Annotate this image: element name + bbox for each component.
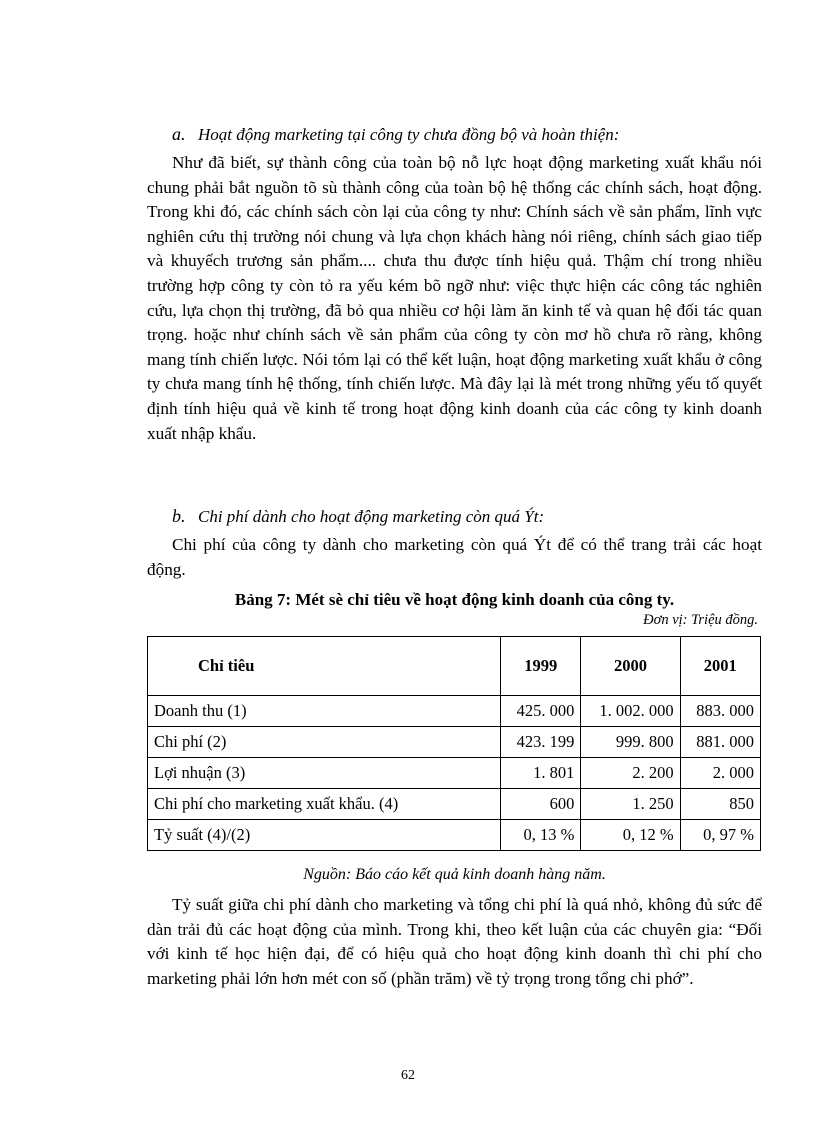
cell-2000: 999. 800 — [581, 727, 680, 758]
table-row — [148, 727, 761, 758]
table-caption: Bảng 7: Mét sè chỉ tiêu về hoạt động kinh doanh của công ty. — [234, 590, 675, 609]
section-b-paragraph: Chi phí của công ty dành cho marketing còn quá Ýt để có thể trang trải các hoạt động. — [147, 535, 762, 579]
business-indicators-table — [147, 636, 761, 851]
row-label: Chi phí cho marketing xuất khẩu. (4) — [148, 789, 501, 820]
section-a-label: a. — [172, 124, 186, 144]
cell-2001: 881. 000 — [680, 727, 760, 758]
section-b-label: b. — [172, 506, 186, 526]
cell-1999: 0, 13 % — [501, 820, 581, 851]
cell-2000: 1. 002. 000 — [581, 696, 680, 727]
table-source: Nguồn: Báo cáo kết quả kinh doanh hàng năm. — [303, 866, 606, 883]
cell-2001: 883. 000 — [680, 696, 760, 727]
header-2001: 2001 — [680, 637, 760, 696]
cell-2000: 1. 250 — [581, 789, 680, 820]
header-1999: 1999 — [501, 637, 581, 696]
cell-2001: 850 — [680, 789, 760, 820]
cell-2001: 2. 000 — [680, 758, 760, 789]
section-b-title: Chi phí dành cho hoạt động marketing còn quá Ýt: — [198, 507, 545, 526]
table-row — [148, 820, 761, 851]
row-label: Chi phí (2) — [148, 727, 501, 758]
row-label: Doanh thu (1) — [148, 696, 501, 727]
cell-2000: 0, 12 % — [581, 820, 680, 851]
section-a-paragraph: Như đã biết, sự thành công của toàn bộ nỗ lực hoạt động marketing xuất khẩu nói chung phải bắt nguồn tõ sù thành công của toàn bộ hệ thống các chính sách, hoạt động. Trong khi đó, các chính sách còn lại của công ty như: Chính sách về sản phẩm, lĩnh vực nghiên cứu thị trường nói chung và lựa chọn khách hàng nói riêng, chính sách giao tiếp và khuyếch trương sản phẩm.... chưa thu được tính hiệu quả. Thậm chí trong nhiều trường hợp công ty còn tỏ ra yếu kém bõ ngỡ như: việc thực hiện các công tác nghiên cứu, lựa chọn thị trường, đã bỏ qua nhiều cơ hội làm ăn kinh tế và quan hệ đối tác quan trọng. hoặc như chính sách về sản phẩm của công ty còn mơ hồ chưa rõ ràng, không mang tính chiến lược. Nói tóm lại có thể kết luận, hoạt động marketing xuất khẩu ở công ty chưa mang tính hệ thống, tính chiến lược. Mà đây lại là mét trong những yếu tố quyết định tính hiệu quả về kinh tế trong hoạt động kinh doanh của các công ty kinh doanh xuất nhập khẩu. — [147, 153, 762, 443]
cell-1999: 423. 199 — [501, 727, 581, 758]
section-a-title: Hoạt động marketing tại công ty chưa đồng bộ và hoàn thiện: — [198, 125, 620, 144]
section-a-heading — [172, 124, 619, 145]
table-header-row — [148, 637, 761, 696]
cell-1999: 425. 000 — [501, 696, 581, 727]
row-label: Tỷ suất (4)/(2) — [148, 820, 501, 851]
closing-paragraph: Tỷ suất giữa chi phí dành cho marketing và tổng chi phí là quá nhỏ, không đủ sức để dàn trải đủ các hoạt động của mình. Trong khi, theo kết luận của các chuyên gia: “Đối với kinh tế học hiện đại, để có hiệu quả cho hoạt động kinh doanh thì chi phí cho marketing phải lớn hơn mét con số (phần trăm) về tỷ trọng trong tổng chi phớ”. — [147, 895, 762, 988]
row-label: Lợi nhuận (3) — [148, 758, 501, 789]
table-row — [148, 758, 761, 789]
cell-2001: 0, 97 % — [680, 820, 760, 851]
page-number: 62 — [401, 1068, 415, 1083]
cell-1999: 600 — [501, 789, 581, 820]
header-indicator: Chỉ tiêu — [148, 637, 501, 696]
section-b-heading — [172, 506, 544, 527]
cell-1999: 1. 801 — [501, 758, 581, 789]
header-2000: 2000 — [581, 637, 680, 696]
table-unit: Đơn vị: Triệu đồng. — [643, 612, 758, 628]
cell-2000: 2. 200 — [581, 758, 680, 789]
table-row — [148, 789, 761, 820]
table-row — [148, 696, 761, 727]
